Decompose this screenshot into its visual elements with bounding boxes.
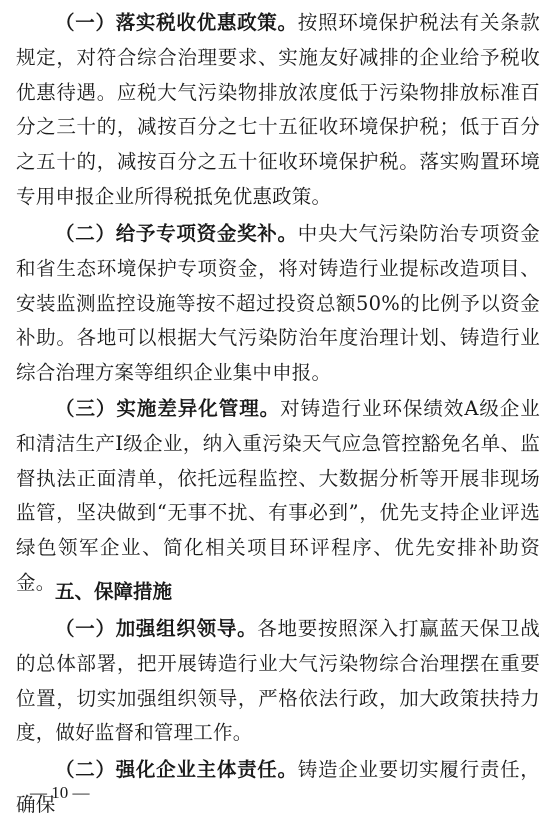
paragraph-body: 铸造企业要切实履行责任，确保 (16, 758, 540, 816)
paragraph-body: 对铸造行业环保绩效A级企业和清洁生产I级企业，纳入重污染天气应急管控豁免名单、监督执法正面清单，依托远程监控、大数据分析等开展非现场监管，坚决做到“无事不扰、有事必到”，优先支持企业评选绿色领军企业、简化相关项目环评程序、优先安排补助资金。 (16, 397, 540, 594)
paragraph-enterprise-responsibility (16, 753, 540, 823)
paragraph-body: 各地要按照深入打赢蓝天保卫战的总体部署，把开展铸造行业大气污染物综合治理摆在重要位置，切实加强组织领导，严格依法行政，加大政策扶持力度，做好监督和管理工作。 (16, 617, 540, 745)
paragraph-lead: （一）加强组织领导。 (55, 617, 258, 640)
paragraph-organization-leadership (16, 612, 540, 751)
paragraph-body: 中央大气污染防治专项资金和省生态环境保护专项资金，将对铸造行业提标改造项目、安装监测监控设施等按不超过投资总额50%的比例予以资金补助。各地可以根据大气污染防治年度治理计划、铸造行业综合治理方案等组织企业集中申报。 (16, 222, 540, 385)
paragraph-lead: （二）给予专项资金奖补。 (55, 222, 298, 245)
paragraph-differentiated-management (16, 392, 540, 601)
paragraph-body: 按照环境保护税法有关条款规定，对符合综合治理要求、实施友好减排的企业给予税收优惠待遇。应税大气污染物排放浓度低于污染物排放标准百分之三十的，减按百分之七十五征收环境保护税；低于百分之五十的，减按百分之五十征收环境保护税。落实购置环境专用申报企业所得税抵免优惠政策。 (16, 11, 540, 208)
section-heading: 五、保障措施 (55, 580, 173, 603)
paragraph-lead: （一）落实税收优惠政策。 (55, 11, 298, 34)
paragraph-lead: （三）实施差异化管理。 (55, 397, 281, 420)
paragraph-lead: （二）强化企业主体责任。 (55, 758, 298, 781)
paragraph-tax-incentives (16, 6, 540, 215)
paragraph-special-funds (16, 217, 540, 391)
page-number: — 10 — (30, 783, 90, 802)
